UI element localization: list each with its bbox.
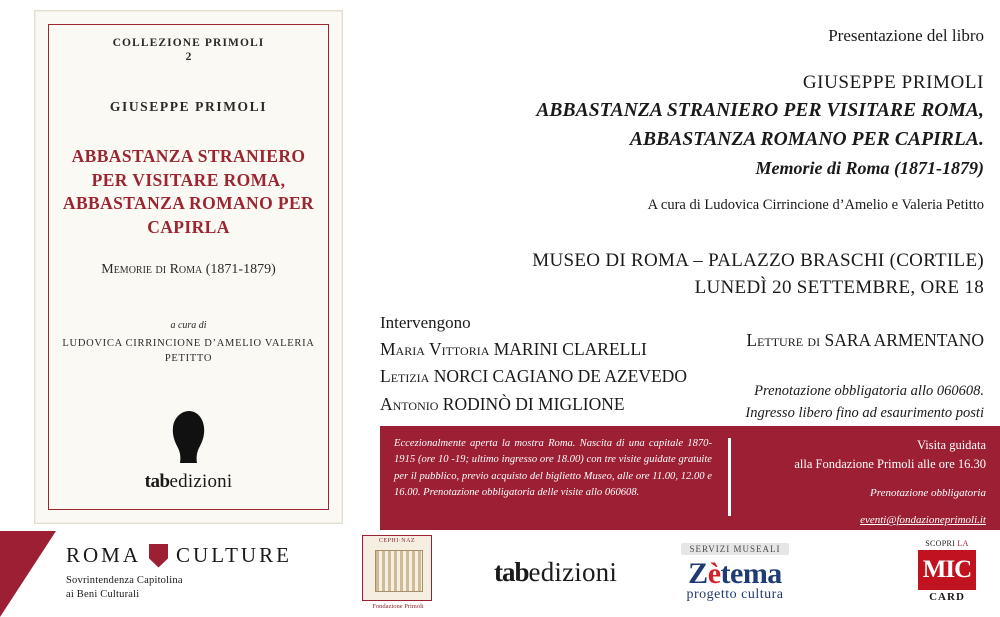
event-speakers bbox=[380, 310, 687, 418]
mic-top-scopri: SCOPRI bbox=[925, 539, 956, 548]
event-title-line2: ABBASTANZA ROMANO PER CAPIRLA. bbox=[629, 129, 984, 151]
cover-publisher-logo bbox=[35, 471, 342, 493]
event-booking bbox=[745, 381, 984, 425]
book-cover bbox=[34, 10, 343, 524]
footer-red-wedge bbox=[0, 531, 56, 617]
logo-fondazione-primoli bbox=[362, 535, 434, 610]
logo-roma-culture bbox=[66, 543, 316, 602]
roma-culture-wordmark bbox=[66, 543, 316, 568]
roma-culture-sub-1: Sovrintendenza Capitolina bbox=[66, 575, 183, 586]
guided-visit-line-1: Visita guidata bbox=[916, 438, 986, 452]
event-readings bbox=[746, 330, 984, 351]
cover-collection-number: 2 bbox=[185, 51, 192, 63]
info-band bbox=[380, 426, 1000, 530]
mic-top-la: LA bbox=[957, 539, 969, 548]
cover-publisher-tab: tab bbox=[144, 471, 170, 492]
roma-culture-sub-2: ai Beni Culturali bbox=[66, 589, 140, 601]
booking-line-1: Prenotazione obbligatoria allo 060608. bbox=[754, 383, 984, 399]
speaker-3: Antonio RODINÒ DI MIGLIONE bbox=[380, 393, 625, 414]
logo-tab-edizioni bbox=[494, 557, 617, 588]
cover-collection: COLLEZIONE PRIMOLI bbox=[112, 37, 265, 49]
cover-subtitle: Memorie di Roma (1871-1879) bbox=[101, 261, 276, 277]
speaker-2: Letizia NORCI CAGIANO DE AZEVEDO bbox=[380, 366, 687, 387]
roma-culture-word2: CULTURE bbox=[176, 543, 292, 567]
mic-box: MIC bbox=[918, 550, 976, 590]
tab-edizioni-light: edizioni bbox=[528, 557, 618, 587]
primoli-emblem-top: CEPHI·NAZ bbox=[378, 538, 416, 544]
primoli-emblem-icon bbox=[362, 535, 432, 601]
roma-culture-sub bbox=[66, 574, 316, 602]
zetema-z: Z bbox=[688, 557, 708, 590]
logo-zetema bbox=[660, 539, 810, 603]
speakers-label: Intervengono bbox=[380, 313, 471, 332]
band-divider bbox=[728, 438, 731, 516]
event-curatela: A cura di Ludovica Cirrincione d’Amelio e Valeria Petitto bbox=[647, 197, 984, 213]
cover-cura-label: a cura di bbox=[170, 319, 207, 331]
zetema-sub: progetto cultura bbox=[686, 587, 784, 602]
footer-logo-bar bbox=[0, 530, 1000, 617]
event-datetime: LUNEDÌ 20 SETTEMBRE, ORE 18 bbox=[694, 276, 984, 298]
event-readings-text: Letture di SARA ARMENTANO bbox=[746, 330, 984, 350]
band-exhibition-note: Eccezionalmente aperta la mostra Roma. Nascita di una capitale 1870-1915 (ore 10 -19; ultimo ingresso ore 18.00) con tre visite guidate gratuite per il pubblico, previo acquisto del biglietto Museo, alle ore 11.00, 12.00 e 16.00. Prenotazione obbligatoria delle visite allo 060608. bbox=[394, 438, 712, 499]
zetema-top: SERVIZI MUSEALI bbox=[681, 543, 788, 555]
booking-line-2: Ingresso libero fino ad esaurimento posti bbox=[745, 404, 984, 421]
zetema-rest: tema bbox=[720, 557, 782, 590]
tab-edizioni-bold: tab bbox=[494, 557, 529, 587]
speaker-1: Maria Vittoria MARINI CLARELLI bbox=[380, 339, 647, 360]
cover-publisher-edizioni: edizioni bbox=[169, 471, 233, 492]
event-venue: MUSEO DI ROMA – PALAZZO BRASCHI (CORTILE) bbox=[532, 250, 984, 271]
event-venue-block bbox=[532, 248, 984, 302]
shield-icon bbox=[149, 544, 168, 568]
mic-bottom: CARD bbox=[929, 591, 965, 603]
zetema-accent: è bbox=[707, 557, 721, 590]
band-guided-visit bbox=[736, 436, 986, 529]
guided-visit-email[interactable]: eventi@fondazioneprimoli.it bbox=[860, 514, 986, 527]
primoli-emblem-art bbox=[375, 550, 423, 592]
mic-top bbox=[908, 539, 986, 548]
logo-mic-card bbox=[908, 539, 986, 603]
primoli-caption: Fondazione Primoli bbox=[372, 603, 424, 610]
zetema-wordmark bbox=[660, 559, 810, 589]
cover-author: GIUSEPPE PRIMOLI bbox=[109, 99, 268, 114]
event-book-block bbox=[384, 72, 984, 179]
event-subtitle: Memorie di Roma (1871-1879) bbox=[755, 157, 984, 178]
event-kicker: Presentazione del libro bbox=[828, 26, 984, 45]
book-cover-area bbox=[0, 0, 372, 530]
event-author: GIUSEPPE PRIMOLI bbox=[802, 72, 984, 93]
cover-curators: LUDOVICA CIRRINCIONE D’AMELIO VALERIA PETITTO bbox=[62, 337, 315, 365]
cover-silhouette-icon bbox=[55, 407, 322, 469]
event-title-line1: ABBASTANZA STRANIERO PER VISITARE ROMA, bbox=[536, 100, 984, 121]
cover-content bbox=[35, 11, 342, 523]
roma-culture-word1: ROMA bbox=[66, 543, 142, 567]
guided-visit-line-2: alla Fondazione Primoli alle ore 16.30 bbox=[794, 456, 986, 471]
cover-title: ABBASTANZA STRANIERO PER VISITARE ROMA, ABBASTANZA ROMANO PER CAPIRLA bbox=[62, 146, 315, 237]
guided-visit-note: Prenotazione obbligatoria bbox=[869, 486, 986, 499]
event-info bbox=[380, 0, 1000, 426]
